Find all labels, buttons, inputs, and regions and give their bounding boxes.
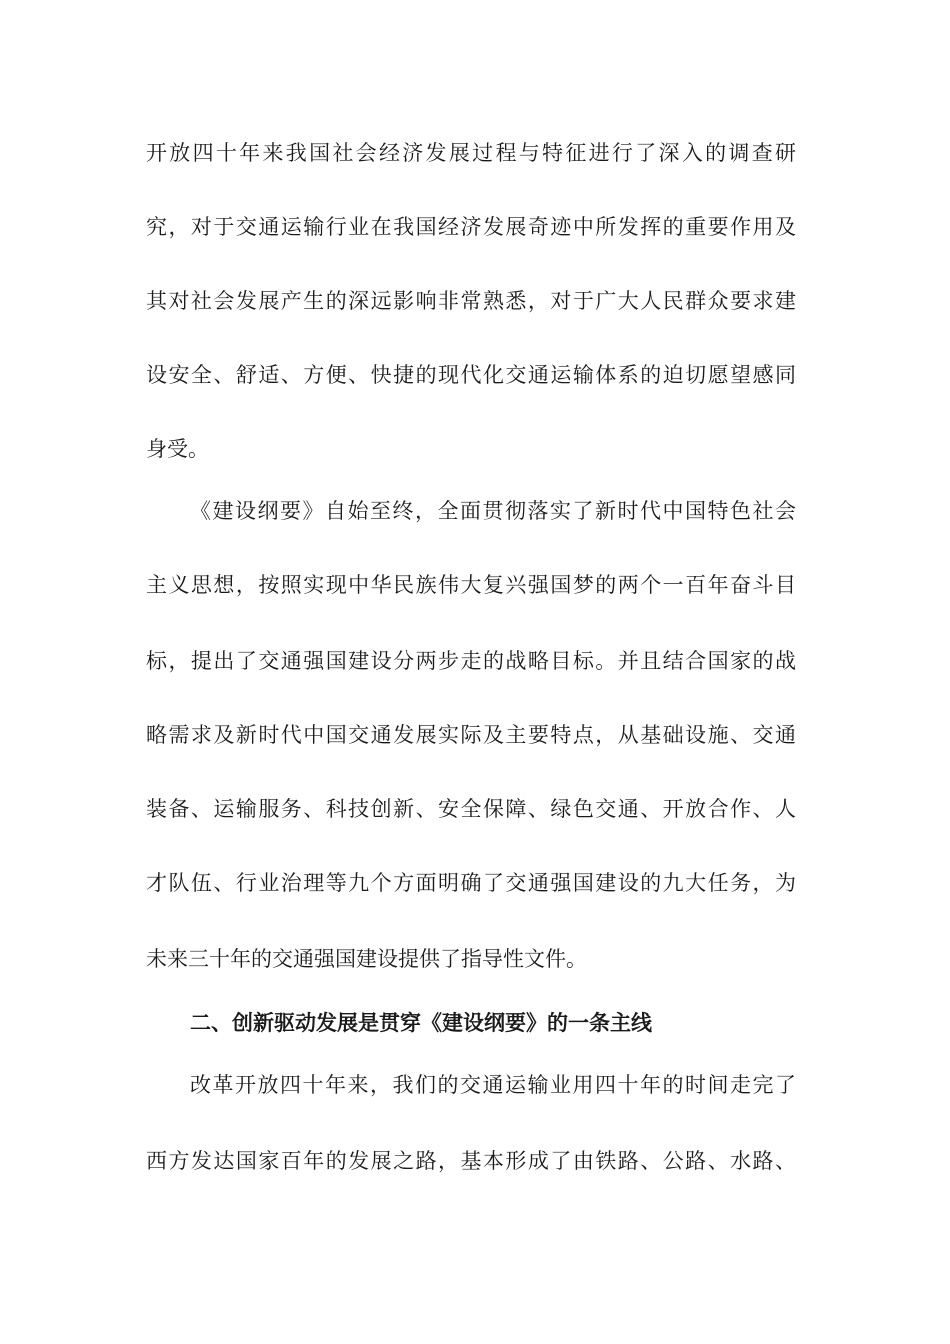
text-line: 装备、运输服务、科技创新、安全保障、绿色交通、开放合作、人 xyxy=(146,797,796,821)
text-line: 标，提出了交通强国建设分两步走的战略目标。并且结合国家的战 xyxy=(146,649,796,673)
text-line: 主义思想，按照实现中华民族伟大复兴强国梦的两个一百年奋斗目 xyxy=(146,573,796,597)
text-line: 略需求及新时代中国交通发展实际及主要特点，从基础设施、交通 xyxy=(146,723,796,747)
text-line: 设安全、舒适、方便、快捷的现代化交通运输体系的迫切愿望感同 xyxy=(146,363,796,387)
text-line: 才队伍、行业治理等九个方面明确了交通强国建设的九大任务，为 xyxy=(146,871,796,895)
text-line: 其对社会发展产生的深远影响非常熟悉，对于广大人民群众要求建 xyxy=(146,289,796,313)
section-heading: 二、创新驱动发展是贯穿《建设纲要》的一条主线 xyxy=(190,1010,652,1035)
text-line: 开放四十年来我国社会经济发展过程与特征进行了深入的调查研 xyxy=(146,141,796,165)
text-line: 身受。 xyxy=(146,437,209,461)
text-line: 究，对于交通运输行业在我国经济发展奇迹中所发挥的重要作用及 xyxy=(146,215,796,239)
text-line: 改革开放四十年来，我们的交通运输业用四十年的时间走完了 xyxy=(190,1073,796,1097)
text-line: 《建设纲要》自始至终，全面贯彻落实了新时代中国特色社会 xyxy=(190,499,796,523)
text-line: 未来三十年的交通强国建设提供了指导性文件。 xyxy=(146,947,587,971)
text-line: 西方发达国家百年的发展之路，基本形成了由铁路、公路、水路、 xyxy=(146,1149,796,1173)
